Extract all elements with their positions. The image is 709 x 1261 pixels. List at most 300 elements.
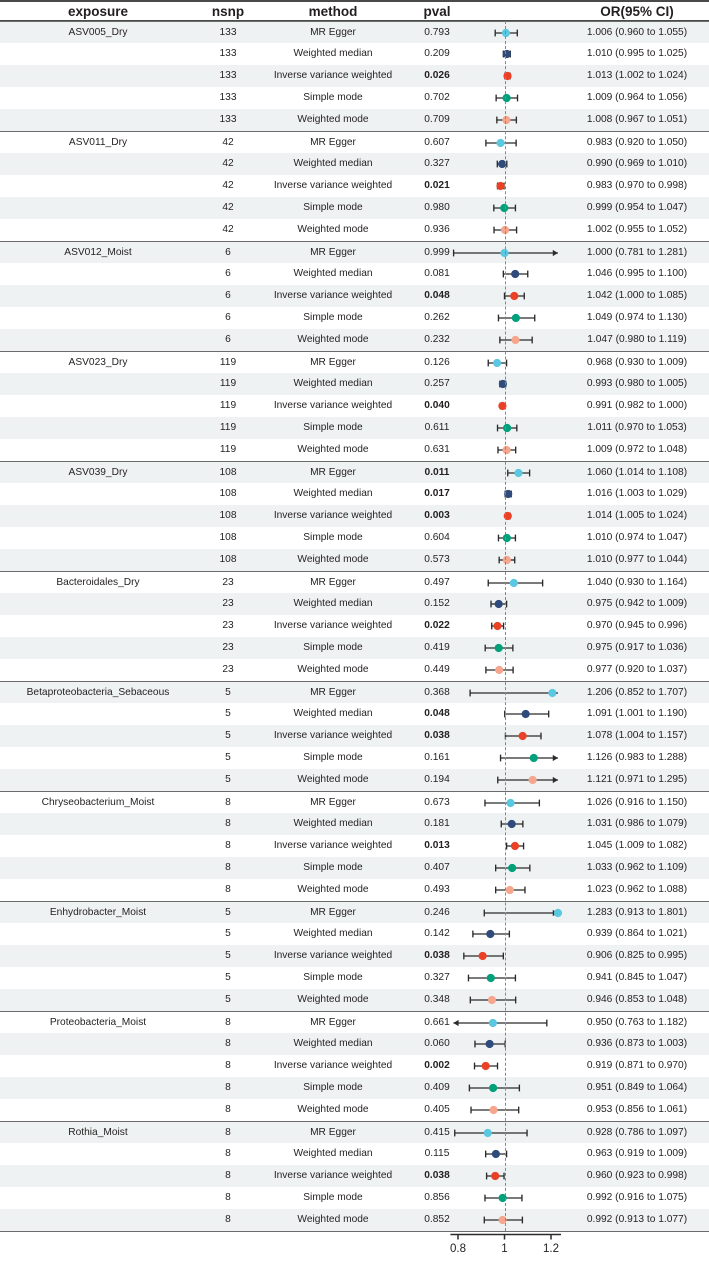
cell-exposure <box>0 769 196 791</box>
point-estimate-marker <box>496 139 504 147</box>
cell-pval: 0.246 <box>424 907 450 918</box>
cell-or-ci: 0.992 (0.916 to 1.075) <box>586 1192 688 1203</box>
cell-exposure <box>0 813 196 835</box>
cell-or-ci: 0.946 (0.853 to 1.048) <box>586 994 688 1005</box>
cell-nsnp: 23 <box>222 664 234 675</box>
cell-nsnp: 5 <box>225 752 231 763</box>
cell-pval: 0.262 <box>424 312 450 323</box>
cell-exposure <box>0 329 196 351</box>
cell-pval: 0.060 <box>424 1038 450 1049</box>
forest-marker-cell <box>452 175 560 197</box>
cell-method: Inverse variance weighted <box>273 950 393 961</box>
cell-pval: 0.573 <box>424 554 450 565</box>
forest-marker-cell <box>452 725 560 747</box>
cell-or-ci: 1.000 (0.781 to 1.281) <box>586 247 688 258</box>
forest-marker-cell <box>452 109 560 131</box>
cell-or-ci: 1.026 (0.916 to 1.150) <box>586 797 688 808</box>
forest-marker <box>452 352 564 374</box>
table-row <box>0 791 709 813</box>
forest-marker-cell <box>452 483 560 505</box>
cell-pval: 0.673 <box>424 797 450 808</box>
forest-marker <box>452 1077 564 1099</box>
table-row <box>0 1187 709 1209</box>
forest-marker-cell <box>452 462 560 484</box>
forest-marker <box>452 879 564 901</box>
forest-marker-cell <box>452 659 560 681</box>
forest-marker <box>452 615 564 637</box>
forest-marker-cell <box>452 1165 560 1187</box>
forest-marker <box>452 395 564 417</box>
forest-marker <box>452 682 564 704</box>
point-estimate-marker <box>493 359 501 367</box>
table-row <box>0 857 709 879</box>
point-estimate-marker <box>502 446 510 454</box>
cell-method: Weighted median <box>293 158 373 169</box>
table-row <box>0 395 709 417</box>
forest-marker-cell <box>452 835 560 857</box>
cell-method: Inverse variance weighted <box>273 840 393 851</box>
cell-method: Simple mode <box>303 532 363 543</box>
cell-method: Simple mode <box>303 312 363 323</box>
table-row <box>0 1033 709 1055</box>
forest-marker <box>452 109 564 131</box>
table-row <box>0 43 709 65</box>
cell-nsnp: 6 <box>225 268 231 279</box>
cell-nsnp: 8 <box>225 862 231 873</box>
x-axis <box>0 1233 709 1261</box>
table-row <box>0 263 709 285</box>
forest-marker <box>452 1099 564 1121</box>
cell-or-ci: 0.968 (0.930 to 1.009) <box>586 357 688 368</box>
forest-marker-cell <box>452 682 560 704</box>
cell-exposure <box>0 285 196 307</box>
ci-right-arrow <box>553 250 558 256</box>
cell-or-ci: 0.993 (0.980 to 1.005) <box>586 378 688 389</box>
forest-marker <box>452 462 564 484</box>
table-row <box>0 175 709 197</box>
point-estimate-marker <box>502 116 510 124</box>
cell-nsnp: 5 <box>225 972 231 983</box>
forest-marker <box>452 1033 564 1055</box>
cell-method: Inverse variance weighted <box>273 400 393 411</box>
forest-marker-cell <box>452 945 560 967</box>
cell-method: Simple mode <box>303 752 363 763</box>
forest-marker-cell <box>452 65 560 87</box>
cell-pval: 0.011 <box>424 467 450 478</box>
cell-or-ci: 1.206 (0.852 to 1.707) <box>586 687 688 698</box>
table-row <box>0 483 709 505</box>
forest-marker-cell <box>452 1143 560 1165</box>
forest-marker <box>452 417 564 439</box>
cell-or-ci: 1.046 (0.995 to 1.100) <box>586 268 688 279</box>
cell-method: Weighted mode <box>297 664 369 675</box>
cell-nsnp: 108 <box>219 467 237 478</box>
forest-marker-cell <box>452 1122 560 1144</box>
cell-nsnp: 8 <box>225 797 231 808</box>
table-row <box>0 131 709 153</box>
x-axis-tick-label: 0.8 <box>450 1243 466 1255</box>
cell-or-ci: 1.121 (0.971 to 1.295) <box>586 774 688 785</box>
cell-nsnp: 119 <box>219 378 237 389</box>
forest-marker <box>452 132 564 154</box>
table-row <box>0 637 709 659</box>
cell-or-ci: 1.014 (1.005 to 1.024) <box>586 510 688 521</box>
cell-nsnp: 8 <box>225 884 231 895</box>
cell-nsnp: 5 <box>225 774 231 785</box>
column-header-nsnp: nsnp <box>211 4 245 19</box>
cell-pval: 0.631 <box>424 444 450 455</box>
cell-nsnp: 23 <box>222 577 234 588</box>
cell-pval: 0.013 <box>424 840 450 851</box>
cell-method: Weighted mode <box>297 334 369 345</box>
cell-nsnp: 8 <box>225 1082 231 1093</box>
cell-pval: 0.003 <box>424 510 450 521</box>
cell-or-ci: 0.950 (0.763 to 1.182) <box>586 1017 688 1028</box>
cell-nsnp: 42 <box>222 137 234 148</box>
cell-method: Inverse variance weighted <box>273 70 393 81</box>
point-estimate-marker <box>499 1216 507 1224</box>
forest-marker <box>452 1055 564 1077</box>
cell-or-ci: 0.983 (0.920 to 1.050) <box>586 137 688 148</box>
cell-pval: 0.702 <box>424 92 450 103</box>
forest-marker-cell <box>452 769 560 791</box>
forest-marker-cell <box>452 593 560 615</box>
cell-nsnp: 23 <box>222 598 234 609</box>
cell-pval: 0.152 <box>424 598 450 609</box>
cell-or-ci: 0.999 (0.954 to 1.047) <box>586 202 688 213</box>
cell-exposure <box>0 659 196 681</box>
cell-pval: 0.022 <box>424 620 450 631</box>
table-row <box>0 219 709 241</box>
forest-marker <box>452 659 564 681</box>
cell-exposure: ASV005_Dry <box>68 27 128 38</box>
cell-exposure <box>0 835 196 857</box>
table-row <box>0 769 709 791</box>
table-row <box>0 615 709 637</box>
cell-exposure <box>0 1143 196 1165</box>
cell-method: Inverse variance weighted <box>273 1170 393 1181</box>
cell-or-ci: 0.939 (0.864 to 1.021) <box>586 928 688 939</box>
cell-exposure <box>0 1165 196 1187</box>
cell-exposure: ASV039_Dry <box>68 467 128 478</box>
x-axis-tick-label: 1 <box>501 1243 508 1255</box>
cell-or-ci: 1.126 (0.983 to 1.288) <box>586 752 688 763</box>
table-row <box>0 813 709 835</box>
forest-marker <box>452 747 564 769</box>
cell-method: Weighted median <box>293 268 373 279</box>
cell-exposure: ASV023_Dry <box>68 357 128 368</box>
cell-exposure <box>0 1209 196 1231</box>
ci-right-arrow <box>553 777 558 783</box>
point-estimate-marker <box>479 952 487 960</box>
cell-or-ci: 1.010 (0.995 to 1.025) <box>586 48 688 59</box>
point-estimate-marker <box>500 204 508 212</box>
table-row <box>0 989 709 1011</box>
forest-marker <box>452 483 564 505</box>
cell-nsnp: 5 <box>225 950 231 961</box>
cell-exposure <box>0 725 196 747</box>
cell-nsnp: 5 <box>225 994 231 1005</box>
forest-marker <box>452 373 564 395</box>
cell-exposure: ASV012_Moist <box>64 247 132 258</box>
table-row <box>0 1011 709 1033</box>
cell-exposure <box>0 857 196 879</box>
cell-method: Weighted mode <box>297 554 369 565</box>
cell-method: Weighted mode <box>297 774 369 785</box>
cell-nsnp: 6 <box>225 290 231 301</box>
point-estimate-marker <box>499 380 507 388</box>
forest-marker-cell <box>452 197 560 219</box>
cell-exposure <box>0 593 196 615</box>
table-row <box>0 725 709 747</box>
cell-exposure <box>0 197 196 219</box>
forest-marker-cell <box>452 505 560 527</box>
cell-nsnp: 6 <box>225 334 231 345</box>
cell-exposure <box>0 549 196 571</box>
point-estimate-marker <box>488 996 496 1004</box>
table-row <box>0 1143 709 1165</box>
cell-nsnp: 8 <box>225 1038 231 1049</box>
table-row <box>0 1055 709 1077</box>
cell-or-ci: 0.990 (0.969 to 1.010) <box>586 158 688 169</box>
cell-nsnp: 8 <box>225 1214 231 1225</box>
cell-method: Simple mode <box>303 1192 363 1203</box>
cell-pval: 0.040 <box>424 400 450 411</box>
table-row <box>0 571 709 593</box>
cell-pval: 0.368 <box>424 687 450 698</box>
cell-or-ci: 0.951 (0.849 to 1.064) <box>586 1082 688 1093</box>
cell-method: Inverse variance weighted <box>273 510 393 521</box>
table-row <box>0 1077 709 1099</box>
forest-marker-cell <box>452 1033 560 1055</box>
cell-or-ci: 0.963 (0.919 to 1.009) <box>586 1148 688 1159</box>
cell-method: Weighted median <box>293 598 373 609</box>
column-header-pval: pval <box>423 4 451 19</box>
cell-or-ci: 0.919 (0.871 to 0.970) <box>586 1060 688 1071</box>
forest-marker-cell <box>452 879 560 901</box>
point-estimate-marker <box>511 842 519 850</box>
cell-pval: 0.980 <box>424 202 450 213</box>
forest-marker <box>452 835 564 857</box>
cell-nsnp: 8 <box>225 1170 231 1181</box>
cell-nsnp: 119 <box>219 400 237 411</box>
cell-exposure <box>0 527 196 549</box>
point-estimate-marker <box>511 270 519 278</box>
table-row <box>0 109 709 131</box>
forest-marker <box>452 285 564 307</box>
cell-method: MR Egger <box>310 27 356 38</box>
point-estimate-marker <box>511 336 519 344</box>
table-row <box>0 373 709 395</box>
forest-marker <box>452 572 564 594</box>
forest-marker-cell <box>452 43 560 65</box>
cell-pval: 0.021 <box>424 180 450 191</box>
point-estimate-marker <box>482 1062 490 1070</box>
cell-method: Weighted mode <box>297 1104 369 1115</box>
x-axis-tick-label: 1.2 <box>543 1243 559 1255</box>
forest-marker <box>452 307 564 329</box>
forest-marker-cell <box>452 792 560 814</box>
point-estimate-marker <box>503 424 511 432</box>
forest-marker <box>452 527 564 549</box>
cell-pval: 0.709 <box>424 114 450 125</box>
forest-marker <box>452 263 564 285</box>
cell-pval: 0.405 <box>424 1104 450 1115</box>
cell-method: Weighted mode <box>297 444 369 455</box>
point-estimate-marker <box>504 512 512 520</box>
point-estimate-marker <box>506 886 514 894</box>
table-row <box>0 1099 709 1121</box>
cell-or-ci: 1.010 (0.977 to 1.044) <box>586 554 688 565</box>
forest-marker-cell <box>452 813 560 835</box>
cell-exposure <box>0 505 196 527</box>
table-row <box>0 1165 709 1187</box>
forest-marker <box>452 22 564 44</box>
cell-exposure <box>0 1055 196 1077</box>
forest-marker <box>452 197 564 219</box>
forest-marker-cell <box>452 242 560 264</box>
cell-method: MR Egger <box>310 1017 356 1028</box>
cell-pval: 0.002 <box>424 1060 450 1071</box>
cell-method: Weighted median <box>293 818 373 829</box>
cell-exposure <box>0 153 196 175</box>
point-estimate-marker <box>554 909 562 917</box>
forest-marker <box>452 902 564 924</box>
cell-nsnp: 119 <box>219 444 237 455</box>
cell-pval: 0.142 <box>424 928 450 939</box>
forest-marker-cell <box>452 329 560 351</box>
cell-exposure <box>0 43 196 65</box>
forest-marker <box>452 1143 564 1165</box>
forest-marker <box>452 175 564 197</box>
table-row <box>0 747 709 769</box>
cell-method: MR Egger <box>310 357 356 368</box>
cell-or-ci: 1.040 (0.930 to 1.164) <box>586 577 688 588</box>
forest-marker <box>452 593 564 615</box>
cell-or-ci: 1.013 (1.002 to 1.024) <box>586 70 688 81</box>
point-estimate-marker <box>498 402 506 410</box>
cell-pval: 0.327 <box>424 158 450 169</box>
column-header-exposure: exposure <box>67 4 129 19</box>
cell-pval: 0.661 <box>424 1017 450 1028</box>
forest-marker <box>452 87 564 109</box>
table-row <box>0 527 709 549</box>
table-row <box>0 659 709 681</box>
point-estimate-marker <box>496 182 504 190</box>
cell-method: Weighted median <box>293 378 373 389</box>
cell-nsnp: 8 <box>225 1017 231 1028</box>
cell-nsnp: 133 <box>219 114 237 125</box>
cell-or-ci: 0.960 (0.923 to 0.998) <box>586 1170 688 1181</box>
cell-or-ci: 0.906 (0.825 to 0.995) <box>586 950 688 961</box>
point-estimate-marker <box>493 622 501 630</box>
cell-or-ci: 1.049 (0.974 to 1.130) <box>586 312 688 323</box>
cell-exposure <box>0 65 196 87</box>
forest-marker <box>452 439 564 461</box>
cell-exposure <box>0 175 196 197</box>
cell-method: Simple mode <box>303 422 363 433</box>
cell-nsnp: 8 <box>225 818 231 829</box>
cell-nsnp: 23 <box>222 620 234 631</box>
forest-marker <box>452 242 564 264</box>
forest-marker-cell <box>452 703 560 725</box>
cell-nsnp: 6 <box>225 312 231 323</box>
point-estimate-marker <box>503 556 511 564</box>
cell-exposure <box>0 879 196 901</box>
cell-or-ci: 1.009 (0.964 to 1.056) <box>586 92 688 103</box>
cell-exposure <box>0 1033 196 1055</box>
cell-pval: 0.348 <box>424 994 450 1005</box>
forest-marker-cell <box>452 1187 560 1209</box>
forest-marker-cell <box>452 1055 560 1077</box>
cell-pval: 0.607 <box>424 137 450 148</box>
cell-or-ci: 1.006 (0.960 to 1.055) <box>586 27 688 38</box>
point-estimate-marker <box>508 820 516 828</box>
cell-nsnp: 8 <box>225 1104 231 1115</box>
cell-nsnp: 42 <box>222 158 234 169</box>
cell-exposure <box>0 1077 196 1099</box>
point-estimate-marker <box>484 1129 492 1137</box>
cell-method: Weighted median <box>293 1148 373 1159</box>
table-row <box>0 1121 709 1143</box>
point-estimate-marker <box>495 600 503 608</box>
cell-exposure <box>0 219 196 241</box>
table-row <box>0 87 709 109</box>
cell-exposure: Enhydrobacter_Moist <box>49 907 147 918</box>
forest-marker <box>452 1165 564 1187</box>
forest-marker-cell <box>452 923 560 945</box>
cell-pval: 0.126 <box>424 357 450 368</box>
cell-pval: 0.115 <box>424 1148 450 1159</box>
cell-exposure <box>0 967 196 989</box>
cell-pval: 0.493 <box>424 884 450 895</box>
x-axis-line <box>0 1233 709 1245</box>
cell-exposure: Rothia_Moist <box>68 1127 128 1138</box>
cell-pval: 0.081 <box>424 268 450 279</box>
cell-method: Simple mode <box>303 92 363 103</box>
forest-marker-cell <box>452 132 560 154</box>
cell-method: Simple mode <box>303 642 363 653</box>
cell-method: Weighted median <box>293 708 373 719</box>
table-row <box>0 307 709 329</box>
cell-or-ci: 0.977 (0.920 to 1.037) <box>586 664 688 675</box>
cell-method: Weighted mode <box>297 114 369 125</box>
forest-marker <box>452 725 564 747</box>
table-header <box>0 0 709 21</box>
forest-marker <box>452 703 564 725</box>
cell-method: Weighted mode <box>297 1214 369 1225</box>
cell-nsnp: 8 <box>225 1127 231 1138</box>
point-estimate-marker <box>486 930 494 938</box>
cell-pval: 0.856 <box>424 1192 450 1203</box>
cell-pval: 0.194 <box>424 774 450 785</box>
forest-marker <box>452 792 564 814</box>
forest-marker <box>452 967 564 989</box>
forest-marker <box>452 813 564 835</box>
forest-marker-cell <box>452 417 560 439</box>
cell-or-ci: 0.991 (0.982 to 1.000) <box>586 400 688 411</box>
point-estimate-marker <box>495 666 503 674</box>
forest-marker <box>452 1012 564 1034</box>
forest-marker <box>452 219 564 241</box>
table-bottom-rule <box>0 1231 709 1232</box>
point-estimate-marker <box>529 776 537 784</box>
cell-exposure: ASV011_Dry <box>68 137 128 148</box>
forest-marker-cell <box>452 615 560 637</box>
forest-marker-cell <box>452 219 560 241</box>
forest-marker <box>452 1122 564 1144</box>
cell-nsnp: 8 <box>225 840 231 851</box>
